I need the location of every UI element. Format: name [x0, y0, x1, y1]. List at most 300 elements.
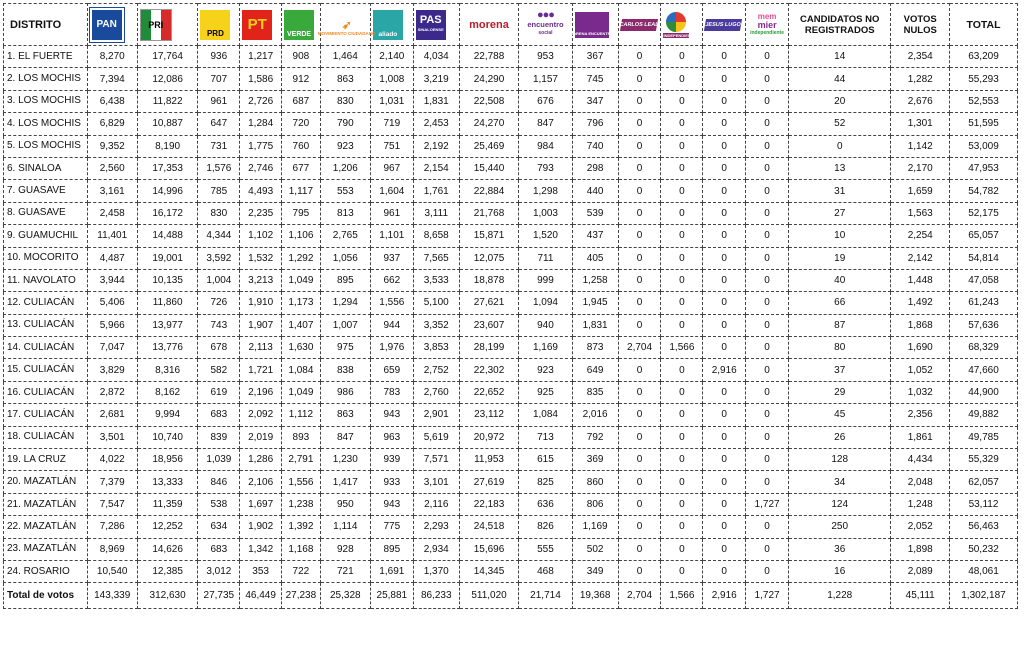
- table-row: [4, 516, 1018, 538]
- header-candidatos: CANDIDATOS NO REGISTRADOS: [789, 4, 891, 46]
- vote-cell: 0: [746, 359, 789, 381]
- vote-cell: 10,135: [137, 269, 198, 291]
- vote-cell: 3,219: [413, 68, 459, 90]
- vote-cell: 2,016: [572, 404, 618, 426]
- vote-cell: 0: [661, 46, 703, 68]
- vote-cell: 12,385: [137, 560, 198, 582]
- vote-cell: 999: [519, 269, 572, 291]
- vote-cell: 24,270: [459, 113, 519, 135]
- vote-cell: 49,882: [949, 404, 1017, 426]
- vote-cell: 1,094: [519, 292, 572, 314]
- prd-logo-icon: PRD: [200, 10, 230, 40]
- vote-cell: 437: [572, 225, 618, 247]
- total-cell: 25,881: [370, 583, 413, 609]
- district-name: 5. LOS MOCHIS: [4, 135, 88, 157]
- vote-cell: 13,776: [137, 337, 198, 359]
- vote-cell: 619: [198, 381, 240, 403]
- vote-cell: 7,565: [413, 247, 459, 269]
- vote-cell: 0: [703, 560, 746, 582]
- totals-label: Total de votos: [4, 583, 88, 609]
- vote-cell: 2,196: [240, 381, 282, 403]
- vote-cell: 44,900: [949, 381, 1017, 403]
- vote-cell: 0: [661, 426, 703, 448]
- vote-cell: 975: [320, 337, 370, 359]
- header-pas: [413, 4, 459, 46]
- encuentro-social-logo-icon: ●●● encuentro social: [527, 9, 564, 36]
- vote-cell: 1,039: [198, 449, 240, 471]
- vote-cell: 3,352: [413, 314, 459, 336]
- vote-cell: 52: [789, 113, 891, 135]
- vote-cell: 53,009: [949, 135, 1017, 157]
- total-cell: 45,111: [891, 583, 950, 609]
- vote-cell: 15,871: [459, 225, 519, 247]
- vote-cell: 4,487: [87, 247, 137, 269]
- vote-cell: 0: [746, 560, 789, 582]
- district-name: 21. MAZATLÁN: [4, 493, 88, 515]
- vote-cell: 55,293: [949, 68, 1017, 90]
- vote-cell: 839: [198, 426, 240, 448]
- vote-cell: 16: [789, 560, 891, 582]
- vote-cell: 29: [789, 381, 891, 403]
- vote-cell: 34: [789, 471, 891, 493]
- vote-cell: 250: [789, 516, 891, 538]
- district-name: 14. CULIACÁN: [4, 337, 88, 359]
- vote-cell: 713: [519, 426, 572, 448]
- vote-cell: 0: [618, 471, 661, 493]
- vote-cell: 0: [746, 46, 789, 68]
- vote-cell: 4,022: [87, 449, 137, 471]
- vote-cell: 950: [320, 493, 370, 515]
- vote-cell: 720: [282, 113, 321, 135]
- vote-cell: 634: [198, 516, 240, 538]
- vote-cell: 61,243: [949, 292, 1017, 314]
- district-name: 7. GUASAVE: [4, 180, 88, 202]
- vote-cell: 0: [703, 314, 746, 336]
- vote-cell: 582: [198, 359, 240, 381]
- vote-cell: 0: [703, 426, 746, 448]
- vote-cell: 1,417: [320, 471, 370, 493]
- vote-cell: 22,183: [459, 493, 519, 515]
- vote-cell: 22,508: [459, 90, 519, 112]
- vote-cell: 7,394: [87, 68, 137, 90]
- vote-cell: 1,556: [282, 471, 321, 493]
- vote-cell: 847: [519, 113, 572, 135]
- header-total: TOTAL: [949, 4, 1017, 46]
- header-morena: [459, 4, 519, 46]
- vote-cell: 0: [703, 381, 746, 403]
- aliado-logo-icon: aliado: [373, 10, 403, 40]
- vote-cell: 1,370: [413, 560, 459, 582]
- vote-cell: 0: [703, 247, 746, 269]
- vote-cell: 2,154: [413, 157, 459, 179]
- district-name: 24. ROSARIO: [4, 560, 88, 582]
- vote-cell: 5,406: [87, 292, 137, 314]
- table-row: [4, 538, 1018, 560]
- table-row: [4, 157, 1018, 179]
- vote-cell: 128: [789, 449, 891, 471]
- vote-cell: 775: [370, 516, 413, 538]
- pas-logo-icon: PAS SINALOENSE: [416, 10, 446, 40]
- vote-cell: 54,814: [949, 247, 1017, 269]
- vote-cell: 27,619: [459, 471, 519, 493]
- vote-cell: 863: [320, 68, 370, 90]
- vote-cell: 1,831: [572, 314, 618, 336]
- vote-cell: 893: [282, 426, 321, 448]
- vote-cell: 677: [282, 157, 321, 179]
- vote-cell: 912: [282, 68, 321, 90]
- vote-cell: 405: [572, 247, 618, 269]
- table-row: [4, 404, 1018, 426]
- vote-cell: 963: [370, 426, 413, 448]
- vote-cell: 743: [198, 314, 240, 336]
- vote-cell: 1,169: [519, 337, 572, 359]
- vote-cell: 0: [661, 404, 703, 426]
- vote-cell: 24,518: [459, 516, 519, 538]
- table-row: [4, 471, 1018, 493]
- table-row: [4, 180, 1018, 202]
- header-pan: [87, 4, 137, 46]
- vote-cell: 5,100: [413, 292, 459, 314]
- district-name: 11. NAVOLATO: [4, 269, 88, 291]
- vote-cell: 0: [618, 359, 661, 381]
- district-name: 23. MAZATLÁN: [4, 538, 88, 560]
- vote-cell: 1,907: [240, 314, 282, 336]
- vote-cell: 7,379: [87, 471, 137, 493]
- total-cell: 511,020: [459, 583, 519, 609]
- vote-cell: 1,831: [413, 90, 459, 112]
- vote-cell: 2,140: [370, 46, 413, 68]
- vote-cell: 0: [703, 113, 746, 135]
- vote-cell: 15,440: [459, 157, 519, 179]
- vote-cell: 0: [661, 493, 703, 515]
- vote-cell: 961: [198, 90, 240, 112]
- vote-cell: 3,853: [413, 337, 459, 359]
- vote-cell: 745: [572, 68, 618, 90]
- vote-cell: 0: [661, 516, 703, 538]
- vote-cell: 806: [572, 493, 618, 515]
- vote-cell: 0: [746, 471, 789, 493]
- total-cell: 312,630: [137, 583, 198, 609]
- vote-cell: 54,782: [949, 180, 1017, 202]
- vote-cell: 8,190: [137, 135, 198, 157]
- vote-cell: 15,696: [459, 538, 519, 560]
- vote-cell: 830: [198, 202, 240, 224]
- vote-cell: 1,258: [572, 269, 618, 291]
- vote-cell: 0: [618, 202, 661, 224]
- vote-cell: 27: [789, 202, 891, 224]
- results-body: [4, 46, 1018, 609]
- vote-cell: 1,101: [370, 225, 413, 247]
- vote-cell: 20,972: [459, 426, 519, 448]
- vote-cell: 1,230: [320, 449, 370, 471]
- vote-cell: 649: [572, 359, 618, 381]
- total-cell: 2,916: [703, 583, 746, 609]
- vote-cell: 0: [618, 90, 661, 112]
- vote-cell: 0: [746, 516, 789, 538]
- vote-cell: 0: [703, 90, 746, 112]
- vote-cell: 0: [703, 292, 746, 314]
- district-name: 20. MAZATLÁN: [4, 471, 88, 493]
- vote-cell: 967: [370, 157, 413, 179]
- vote-cell: 826: [519, 516, 572, 538]
- vote-cell: 17,353: [137, 157, 198, 179]
- vote-cell: 62,057: [949, 471, 1017, 493]
- vote-cell: 47,660: [949, 359, 1017, 381]
- vote-cell: 2,752: [413, 359, 459, 381]
- vote-cell: 1,031: [370, 90, 413, 112]
- pan-logo-icon: PAN: [90, 8, 124, 42]
- vote-cell: 1,691: [370, 560, 413, 582]
- vote-cell: 830: [320, 90, 370, 112]
- vote-cell: 0: [618, 560, 661, 582]
- vote-cell: 939: [370, 449, 413, 471]
- vote-cell: 0: [618, 292, 661, 314]
- vote-cell: 0: [746, 404, 789, 426]
- table-row: [4, 269, 1018, 291]
- vote-cell: 1,492: [891, 292, 950, 314]
- district-name: 6. SINALOA: [4, 157, 88, 179]
- vote-cell: 953: [519, 46, 572, 68]
- vote-cell: 2,048: [891, 471, 950, 493]
- vote-cell: 0: [746, 247, 789, 269]
- vote-cell: 25,469: [459, 135, 519, 157]
- vote-cell: 0: [746, 538, 789, 560]
- vote-cell: 5,619: [413, 426, 459, 448]
- vote-cell: 47,953: [949, 157, 1017, 179]
- vote-cell: 0: [703, 135, 746, 157]
- vote-cell: 555: [519, 538, 572, 560]
- vote-cell: 943: [370, 493, 413, 515]
- election-results-table: [3, 3, 1018, 609]
- vote-cell: 40: [789, 269, 891, 291]
- vote-cell: 47,058: [949, 269, 1017, 291]
- vote-cell: 48,061: [949, 560, 1017, 582]
- vote-cell: 984: [519, 135, 572, 157]
- vote-cell: 1,004: [198, 269, 240, 291]
- vote-cell: 2,453: [413, 113, 459, 135]
- vote-cell: 2,760: [413, 381, 459, 403]
- vote-cell: 23,607: [459, 314, 519, 336]
- table-row: [4, 449, 1018, 471]
- vote-cell: 63,209: [949, 46, 1017, 68]
- vote-cell: 1,861: [891, 426, 950, 448]
- vote-cell: 0: [661, 471, 703, 493]
- vote-cell: 553: [320, 180, 370, 202]
- vote-cell: 1,248: [891, 493, 950, 515]
- vote-cell: 0: [746, 113, 789, 135]
- vote-cell: 11,953: [459, 449, 519, 471]
- vote-cell: 2,293: [413, 516, 459, 538]
- vote-cell: 440: [572, 180, 618, 202]
- total-cell: 1,302,187: [949, 583, 1017, 609]
- table-row: [4, 337, 1018, 359]
- vote-cell: 0: [618, 404, 661, 426]
- vote-cell: 1,008: [370, 68, 413, 90]
- vote-cell: 0: [618, 247, 661, 269]
- vote-cell: 0: [661, 202, 703, 224]
- vote-cell: 4,344: [198, 225, 240, 247]
- vote-cell: 711: [519, 247, 572, 269]
- vote-cell: 0: [661, 90, 703, 112]
- vote-cell: 1,604: [370, 180, 413, 202]
- vote-cell: 18,878: [459, 269, 519, 291]
- vote-cell: 2,092: [240, 404, 282, 426]
- vote-cell: 0: [661, 314, 703, 336]
- vote-cell: 13,333: [137, 471, 198, 493]
- vote-cell: 0: [618, 449, 661, 471]
- vote-cell: 1,448: [891, 269, 950, 291]
- vote-cell: 8,316: [137, 359, 198, 381]
- vote-cell: 0: [661, 247, 703, 269]
- header-ind1: [618, 4, 661, 46]
- vote-cell: 2,726: [240, 90, 282, 112]
- vote-cell: 1,902: [240, 516, 282, 538]
- vote-cell: 1,910: [240, 292, 282, 314]
- vote-cell: 0: [618, 113, 661, 135]
- total-cell: 27,735: [198, 583, 240, 609]
- coalition-logo-icon: MORENA ENCUENTRO: [575, 12, 609, 38]
- table-row: [4, 426, 1018, 448]
- vote-cell: 7,547: [87, 493, 137, 515]
- header-verde: [282, 4, 321, 46]
- vote-cell: 2,116: [413, 493, 459, 515]
- vote-cell: 8,162: [137, 381, 198, 403]
- vote-cell: 80: [789, 337, 891, 359]
- vote-cell: 2,458: [87, 202, 137, 224]
- table-row: [4, 381, 1018, 403]
- vote-cell: 0: [703, 516, 746, 538]
- vote-cell: 0: [703, 404, 746, 426]
- vote-cell: 12,252: [137, 516, 198, 538]
- vote-cell: 683: [198, 538, 240, 560]
- vote-cell: 1,052: [891, 359, 950, 381]
- vote-cell: 1,407: [282, 314, 321, 336]
- vote-cell: 0: [746, 225, 789, 247]
- vote-cell: 793: [519, 157, 572, 179]
- vote-cell: 11,822: [137, 90, 198, 112]
- vote-cell: 662: [370, 269, 413, 291]
- vote-cell: 2,746: [240, 157, 282, 179]
- independent-mem-mier-logo-icon: mem mier independiente: [750, 11, 785, 36]
- vote-cell: 0: [746, 135, 789, 157]
- vote-cell: 12,075: [459, 247, 519, 269]
- vote-cell: 659: [370, 359, 413, 381]
- vote-cell: 10,740: [137, 426, 198, 448]
- vote-cell: 0: [746, 337, 789, 359]
- vote-cell: 2,254: [891, 225, 950, 247]
- vote-cell: 678: [198, 337, 240, 359]
- vote-cell: 838: [320, 359, 370, 381]
- vote-cell: 10,887: [137, 113, 198, 135]
- vote-cell: 835: [572, 381, 618, 403]
- header-pes: [519, 4, 572, 46]
- pt-logo-icon: PT: [242, 10, 272, 40]
- vote-cell: 8,270: [87, 46, 137, 68]
- vote-cell: 0: [661, 225, 703, 247]
- movimiento-ciudadano-logo-icon: ➶ MOVIMIENTO CIUDADANO: [317, 17, 376, 36]
- vote-cell: 0: [661, 157, 703, 179]
- vote-cell: 1,003: [519, 202, 572, 224]
- table-row: [4, 46, 1018, 68]
- header-aliado: [370, 4, 413, 46]
- vote-cell: 298: [572, 157, 618, 179]
- vote-cell: 3,501: [87, 426, 137, 448]
- table-row: [4, 202, 1018, 224]
- results-table-container: [3, 3, 1018, 665]
- vote-cell: 1,556: [370, 292, 413, 314]
- table-row: [4, 292, 1018, 314]
- vote-cell: 0: [746, 314, 789, 336]
- vote-cell: 3,161: [87, 180, 137, 202]
- vote-cell: 615: [519, 449, 572, 471]
- header-votos-nulos: VOTOS NULOS: [891, 4, 950, 46]
- vote-cell: 17,764: [137, 46, 198, 68]
- vote-cell: 1,898: [891, 538, 950, 560]
- vote-cell: 57,636: [949, 314, 1017, 336]
- vote-cell: 1,084: [519, 404, 572, 426]
- vote-cell: 13: [789, 157, 891, 179]
- vote-cell: 937: [370, 247, 413, 269]
- vote-cell: 19,001: [137, 247, 198, 269]
- vote-cell: 1,945: [572, 292, 618, 314]
- vote-cell: 87: [789, 314, 891, 336]
- vote-cell: 1,157: [519, 68, 572, 90]
- vote-cell: 0: [746, 90, 789, 112]
- vote-cell: 3,012: [198, 560, 240, 582]
- vote-cell: 0: [661, 538, 703, 560]
- vote-cell: 2,704: [618, 337, 661, 359]
- vote-cell: 1,032: [891, 381, 950, 403]
- vote-cell: 928: [320, 538, 370, 560]
- vote-cell: 23,112: [459, 404, 519, 426]
- vote-cell: 676: [519, 90, 572, 112]
- vote-cell: 538: [198, 493, 240, 515]
- total-cell: 1,228: [789, 583, 891, 609]
- vote-cell: 2,113: [240, 337, 282, 359]
- district-name: 19. LA CRUZ: [4, 449, 88, 471]
- vote-cell: 37: [789, 359, 891, 381]
- vote-cell: 731: [198, 135, 240, 157]
- vote-cell: 36: [789, 538, 891, 560]
- vote-cell: 1,114: [320, 516, 370, 538]
- vote-cell: 367: [572, 46, 618, 68]
- vote-cell: 26: [789, 426, 891, 448]
- vote-cell: 14,345: [459, 560, 519, 582]
- vote-cell: 2,901: [413, 404, 459, 426]
- vote-cell: 22,884: [459, 180, 519, 202]
- vote-cell: 11,401: [87, 225, 137, 247]
- vote-cell: 0: [661, 381, 703, 403]
- table-row: [4, 68, 1018, 90]
- vote-cell: 0: [661, 68, 703, 90]
- district-name: 18. CULIACÁN: [4, 426, 88, 448]
- vote-cell: 0: [746, 202, 789, 224]
- vote-cell: 1,976: [370, 337, 413, 359]
- vote-cell: 347: [572, 90, 618, 112]
- vote-cell: 790: [320, 113, 370, 135]
- vote-cell: 1,169: [572, 516, 618, 538]
- vote-cell: 0: [661, 292, 703, 314]
- vote-cell: 0: [789, 135, 891, 157]
- vote-cell: 4,493: [240, 180, 282, 202]
- district-name: 8. GUASAVE: [4, 202, 88, 224]
- vote-cell: 0: [703, 449, 746, 471]
- vote-cell: 873: [572, 337, 618, 359]
- vote-cell: 11,359: [137, 493, 198, 515]
- vote-cell: 0: [746, 381, 789, 403]
- vote-cell: 1,868: [891, 314, 950, 336]
- vote-cell: 0: [618, 68, 661, 90]
